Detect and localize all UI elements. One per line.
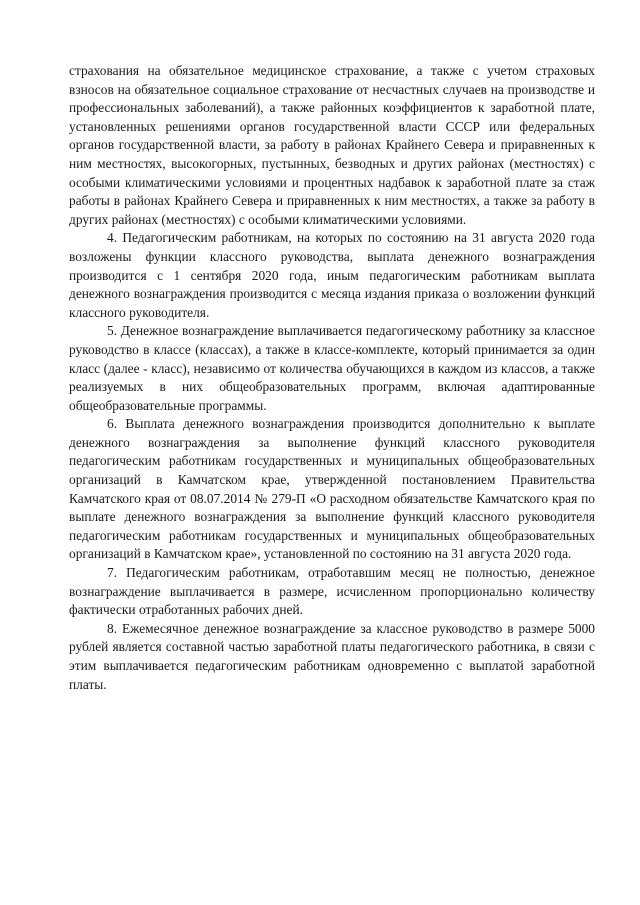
- paragraph-continuation: страхования на обязательное медицинское страхование, а также с учетом страховых взносов на обязательное социальное страхование от несчастных случаев на производстве и профессиональных заболеваний), а также районных коэффициентов к заработной плате, установленных решениями органов государственной власти СССР или федеральных органов государственной власти, за работу в районах Крайнего Севера и приравненных к ним местностях, высокогорных, пустынных, безводных и других районах (местностях) с особыми климатическими условиями и процентных надбавок к заработной плате за стаж работы в районах Крайнего Севера и приравненных к ним местностях, а также за работу в других районах (местностях) с особыми климатическими условиями.: [69, 63, 595, 227]
- paragraph-item-6: 6. Выплата денежного вознаграждения производится дополнительно к выплате денежного вознаграждения за выполнение функций классного руководителя педагогическим работникам государственных и муниципальных общеобразовательных организаций в Камчатском крае, утвержденной постановлением Правительства Камчатского края от 08.07.2014 № 279-П «О расходном обязательстве Камчатского края по выплате денежного вознаграждения за выполнение функций классного руководителя педагогическим работникам государственных и муниципальных общеобразовательных организаций в Камчатском крае», установленной по состоянию на 31 августа 2020 года.: [69, 416, 595, 562]
- paragraph-item-4: 4. Педагогическим работникам, на которых по состоянию на 31 августа 2020 года возложены функции классного руководства, выплата денежного вознаграждения производится с 1 сентября 2020 года, иным педагогическим работникам выплата денежного вознаграждения производится с месяца издания приказа о возложении функций классного руководителя.: [69, 230, 595, 320]
- document-body: [69, 62, 595, 694]
- paragraph-item-5: 5. Денежное вознаграждение выплачивается педагогическому работнику за классное руководство в классе (классах), а также в классе-комплекте, который принимается за один класс (далее - класс), независимо от количества обучающихся в каждом из классов, а также реализуемых в них общеобразовательных программ, включая адаптированные общеобразовательные программы.: [69, 323, 595, 413]
- paragraph-item-8: 8. Ежемесячное денежное вознаграждение за классное руководство в размере 5000 рублей является составной частью заработной платы педагогического работника, в связи с этим выплачивается педагогическим работникам одновременно с выплатой заработной платы.: [69, 620, 595, 692]
- paragraph-item-7: 7. Педагогическим работникам, отработавшим месяц не полностью, денежное вознаграждение выплачивается в размере, исчисленном пропорционально количеству фактически отработанных рабочих дней.: [69, 565, 595, 618]
